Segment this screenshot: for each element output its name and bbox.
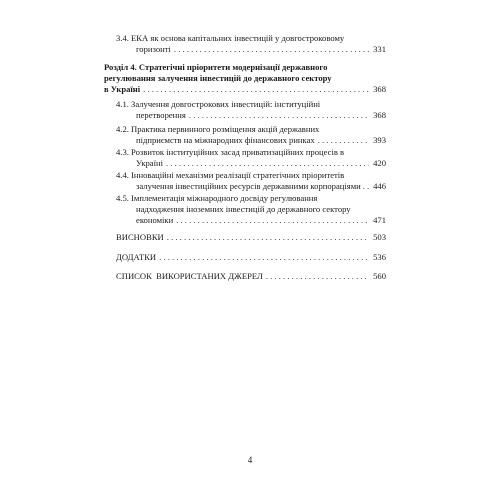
dot-leader [174,44,369,55]
toc-entry-4-3[interactable]: 4.3. Розвиток інституційних засад приватизаційних процесів в Україні . . . 420 [116,147,386,169]
toc-entry-title: ЕКА як основа капітальних інвестицій у довгостроковому [131,33,345,43]
toc-entry-4-4[interactable]: 4.4. Інноваційні механізми реалізації стратегічних пріоритетів залучення інвестиційних ресурсів державними корпораціями . . . 446 [116,170,386,192]
toc-entry-title: ВИСНОВКИ [116,232,164,242]
dot-leader [189,110,369,121]
toc-page-number: 368 [373,84,386,94]
toc-page-number: 420 [373,158,386,168]
toc-page-number: 560 [373,271,386,281]
toc-entry-section-4[interactable]: Розділ 4. Стратегічні пріоритети модернізації державного регулювання залучення інвестицій до державного сектору в Україні . . . 368 [104,62,386,95]
toc-page-number: 503 [373,232,386,242]
toc-page-number: 331 [373,44,386,54]
toc-page-number: 368 [373,110,386,120]
toc-page-number: 536 [373,252,386,262]
dot-leader [143,84,369,95]
dot-leader [166,158,369,169]
toc-page-number: 471 [373,215,386,225]
dot-leader [266,271,369,282]
toc-entry-4-2[interactable]: 4.2. Практика первинного розміщення акцій державних підприємств на міжнародних фінансових ринках . . . 393 [116,124,386,146]
toc-entry-4-1[interactable]: 4.1. Залучення довгострокових інвестицій: інституційні перетворення . . . 368 [116,99,386,121]
toc-entry-3-4[interactable]: 3.4. ЕКА як основа капітальних інвестицій у довгостроковому горизонті . . . 331 [116,33,386,55]
toc-entry-title: Імплементація міжнародного досвіду регулювання [131,193,318,203]
dot-leader [363,181,370,192]
toc-entry-title: Розділ 4. Стратегічні пріоритети модернізації державного [104,62,328,72]
toc-entry-title: СПИСОК ВИКОРИСТАНИХ ДЖЕРЕЛ [116,271,263,281]
toc-entry-title: Практика первинного розміщення акцій державних [131,124,320,134]
toc-entry-title: ДОДАТКИ [116,252,157,262]
toc-entry-title: Залучення довгострокових інвестицій: інституційні [131,99,321,109]
dot-leader [167,232,369,243]
dot-leader [176,215,369,226]
dot-leader [159,252,369,263]
dot-leader [318,135,369,146]
toc-page-number: 446 [373,181,386,191]
toc-entry-appendices[interactable] [116,252,386,263]
toc-entry-4-5[interactable]: 4.5. Імплементація міжнародного досвіду регулювання надходження іноземних інвестицій до державного сектору економіки . . . 471 [116,193,386,226]
toc-entry-conclusions[interactable] [116,232,386,243]
toc-entry-title: Розвиток інституційних засад приватизаційних процесів в [131,147,345,157]
toc-entry-references[interactable] [116,271,386,282]
toc-page-number: 393 [373,135,386,145]
page-number: 4 [247,455,253,465]
toc-entry-title: Інноваційні механізми реалізації стратегічних пріоритетів [131,170,345,180]
